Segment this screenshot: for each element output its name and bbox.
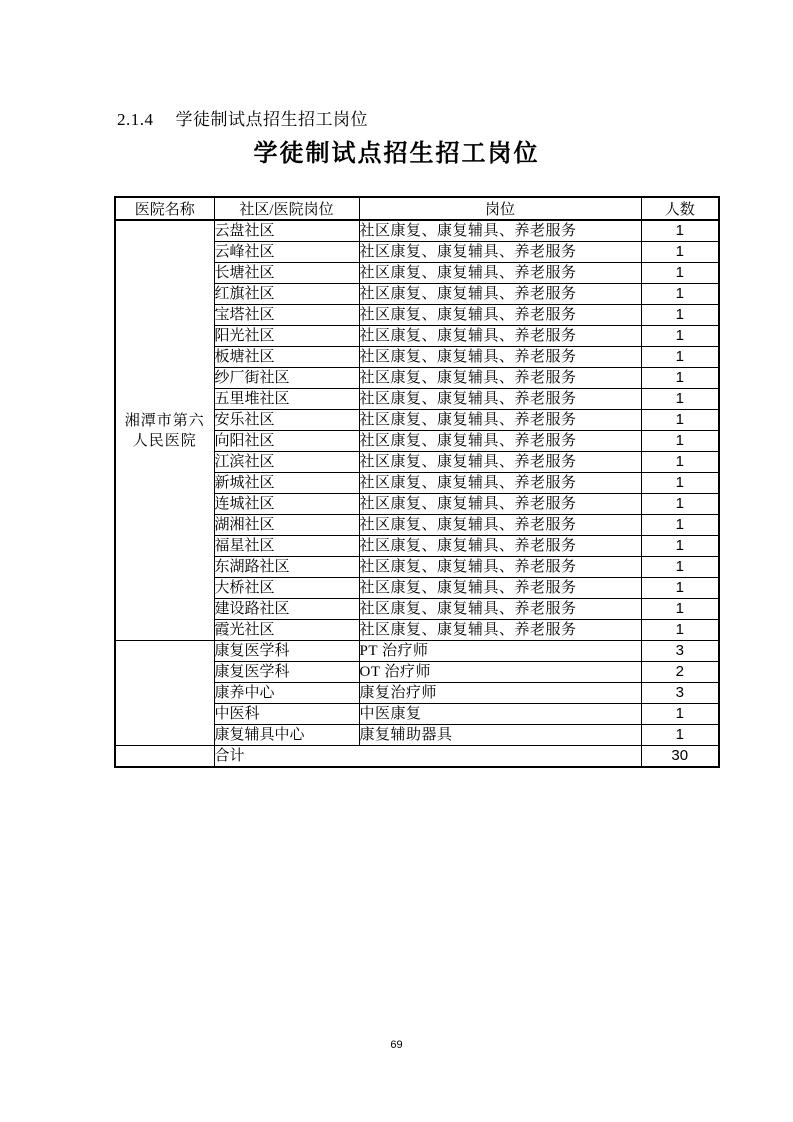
count-cell: 1 <box>641 536 719 557</box>
count-cell: 2 <box>641 662 719 683</box>
position-cell: 康复辅助器具 <box>359 725 641 746</box>
position-cell: 社区康复、康复辅具、养老服务 <box>359 347 641 368</box>
position-cell: OT 治疗师 <box>359 662 641 683</box>
position-cell: 社区康复、康复辅具、养老服务 <box>359 431 641 452</box>
position-cell: 社区康复、康复辅具、养老服务 <box>359 515 641 536</box>
page-number: 69 <box>390 1039 403 1051</box>
table-header <box>115 197 719 220</box>
section-heading <box>117 105 368 130</box>
empty-hospital-cell <box>115 746 214 768</box>
count-cell: 1 <box>641 599 719 620</box>
position-cell: 社区康复、康复辅具、养老服务 <box>359 452 641 473</box>
count-cell: 1 <box>641 326 719 347</box>
position-cell: 社区康复、康复辅具、养老服务 <box>359 284 641 305</box>
total-count-cell: 30 <box>641 746 719 768</box>
count-cell: 1 <box>641 578 719 599</box>
count-cell: 1 <box>641 620 719 641</box>
community-name-cell: 湖湘社区 <box>214 515 359 536</box>
position-cell: 社区康复、康复辅具、养老服务 <box>359 620 641 641</box>
community-name-cell: 大桥社区 <box>214 578 359 599</box>
position-cell: 社区康复、康复辅具、养老服务 <box>359 536 641 557</box>
header-count: 人数 <box>641 197 719 220</box>
position-cell: 社区康复、康复辅具、养老服务 <box>359 326 641 347</box>
total-row <box>115 746 719 768</box>
hospital-name-cell <box>115 220 214 641</box>
count-cell: 1 <box>641 473 719 494</box>
header-hospital-name: 医院名称 <box>115 197 214 220</box>
community-name-cell: 红旗社区 <box>214 284 359 305</box>
community-name-cell: 江滨社区 <box>214 452 359 473</box>
position-cell: 社区康复、康复辅具、养老服务 <box>359 599 641 620</box>
department-name-cell: 康复医学科 <box>214 641 359 662</box>
community-name-cell: 安乐社区 <box>214 410 359 431</box>
position-cell: 社区康复、康复辅具、养老服务 <box>359 410 641 431</box>
table-title: 学徒制试点招生招工岗位 <box>253 140 540 167</box>
header-department: 社区/医院岗位 <box>214 197 359 220</box>
position-cell: 社区康复、康复辅具、养老服务 <box>359 557 641 578</box>
position-cell: 社区康复、康复辅具、养老服务 <box>359 389 641 410</box>
hospital-name-line: 湘潭市第六 <box>124 412 205 429</box>
community-name-cell: 云峰社区 <box>214 242 359 263</box>
position-cell: PT 治疗师 <box>359 641 641 662</box>
count-cell: 1 <box>641 515 719 536</box>
community-name-cell: 建设路社区 <box>214 599 359 620</box>
hospital-name-line: 人民医院 <box>132 432 197 449</box>
total-label-cell: 合计 <box>214 746 641 768</box>
count-cell: 1 <box>641 242 719 263</box>
position-cell: 中医康复 <box>359 704 641 725</box>
count-cell: 3 <box>641 641 719 662</box>
position-cell: 康复治疗师 <box>359 683 641 704</box>
count-cell: 1 <box>641 368 719 389</box>
community-name-cell: 东湖路社区 <box>214 557 359 578</box>
position-cell: 社区康复、康复辅具、养老服务 <box>359 494 641 515</box>
count-cell: 1 <box>641 557 719 578</box>
count-cell: 1 <box>641 452 719 473</box>
department-row <box>115 641 719 662</box>
department-name-cell: 康养中心 <box>214 683 359 704</box>
count-cell: 3 <box>641 683 719 704</box>
position-cell: 社区康复、康复辅具、养老服务 <box>359 242 641 263</box>
community-name-cell: 云盘社区 <box>214 220 359 242</box>
community-name-cell: 阳光社区 <box>214 326 359 347</box>
recruitment-table <box>114 196 720 768</box>
community-name-cell: 新城社区 <box>214 473 359 494</box>
count-cell: 1 <box>641 220 719 242</box>
header-position: 岗位 <box>359 197 641 220</box>
count-cell: 1 <box>641 725 719 746</box>
community-name-cell: 板塘社区 <box>214 347 359 368</box>
section-number: 2.1.4 <box>117 110 154 129</box>
count-cell: 1 <box>641 284 719 305</box>
empty-hospital-cell <box>115 641 214 746</box>
count-cell: 1 <box>641 704 719 725</box>
count-cell: 1 <box>641 347 719 368</box>
count-cell: 1 <box>641 389 719 410</box>
department-name-cell: 康复辅具中心 <box>214 725 359 746</box>
community-name-cell: 向阳社区 <box>214 431 359 452</box>
community-name-cell: 宝塔社区 <box>214 305 359 326</box>
recruitment-table-wrap <box>114 196 720 768</box>
count-cell: 1 <box>641 263 719 284</box>
count-cell: 1 <box>641 431 719 452</box>
count-cell: 1 <box>641 305 719 326</box>
department-name-cell: 康复医学科 <box>214 662 359 683</box>
position-cell: 社区康复、康复辅具、养老服务 <box>359 220 641 242</box>
position-cell: 社区康复、康复辅具、养老服务 <box>359 263 641 284</box>
community-name-cell: 长塘社区 <box>214 263 359 284</box>
position-cell: 社区康复、康复辅具、养老服务 <box>359 473 641 494</box>
community-row <box>115 220 719 242</box>
count-cell: 1 <box>641 410 719 431</box>
community-name-cell: 五里堆社区 <box>214 389 359 410</box>
community-name-cell: 霞光社区 <box>214 620 359 641</box>
department-name-cell: 中医科 <box>214 704 359 725</box>
header-row <box>115 197 719 220</box>
position-cell: 社区康复、康复辅具、养老服务 <box>359 368 641 389</box>
community-name-cell: 纱厂街社区 <box>214 368 359 389</box>
community-name-cell: 连城社区 <box>214 494 359 515</box>
position-cell: 社区康复、康复辅具、养老服务 <box>359 305 641 326</box>
community-name-cell: 福星社区 <box>214 536 359 557</box>
section-title: 学徒制试点招生招工岗位 <box>175 110 368 129</box>
recruitment-table-body <box>115 220 719 767</box>
count-cell: 1 <box>641 494 719 515</box>
position-cell: 社区康复、康复辅具、养老服务 <box>359 578 641 599</box>
